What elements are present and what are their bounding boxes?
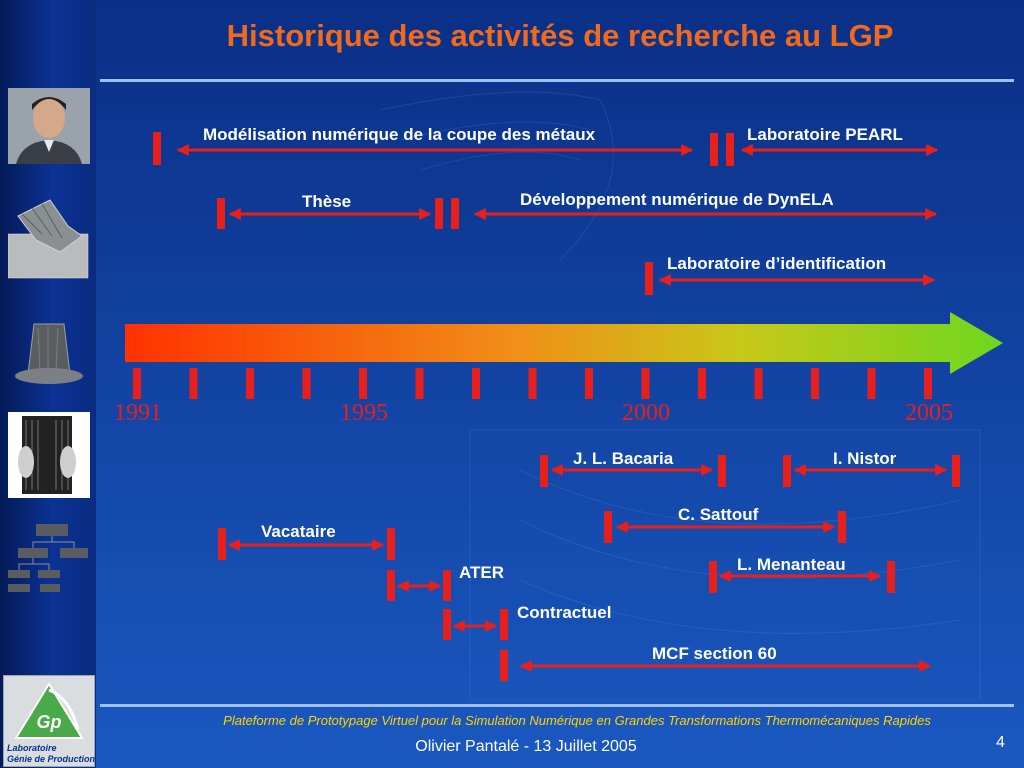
year-tick xyxy=(472,368,480,399)
marker-nistor-end xyxy=(952,455,960,487)
marker-dynela-start xyxy=(451,198,459,229)
position-label-menanteau: L. Menanteau xyxy=(737,555,846,574)
marker-mcf-start xyxy=(500,650,508,681)
marker-vacataire-start xyxy=(218,528,226,560)
marker-coupe-start xyxy=(153,132,161,165)
year-tick xyxy=(133,368,141,399)
marker-ater-end xyxy=(443,570,451,601)
year-label-1995: 1995 xyxy=(340,400,388,426)
marker-bacaria-end xyxy=(718,455,726,487)
year-label-2005: 2005 xyxy=(905,400,953,426)
year-label-2000: 2000 xyxy=(622,400,670,426)
marker-contractuel-start xyxy=(443,609,451,640)
marker-contractuel-end xyxy=(500,609,508,640)
activity-label-these: Thèse xyxy=(302,192,352,211)
year-tick xyxy=(303,368,311,399)
marker-these-start xyxy=(217,198,225,229)
position-label-sattouf: C. Sattouf xyxy=(678,505,759,524)
marker-menanteau-start xyxy=(709,561,717,593)
marker-identification-start xyxy=(645,262,653,295)
year-tick xyxy=(190,368,198,399)
logo-mark: Gp xyxy=(36,712,62,732)
year-tick xyxy=(642,368,650,399)
position-label-bacaria: J. L. Bacaria xyxy=(573,449,674,468)
position-label-mcf: MCF section 60 xyxy=(652,644,777,663)
year-tick xyxy=(529,368,537,399)
position-label-vacataire: Vacataire xyxy=(261,522,336,541)
marker-coupe-end xyxy=(710,133,718,166)
activity-label-pearl: Laboratoire PEARL xyxy=(747,125,903,144)
year-tick xyxy=(698,368,706,399)
background-mesh xyxy=(380,92,980,700)
year-tick xyxy=(755,368,763,399)
year-tick xyxy=(585,368,593,399)
marker-sattouf-end xyxy=(838,511,846,543)
marker-menanteau-end xyxy=(887,561,895,593)
position-label-nistor: I. Nistor xyxy=(833,449,897,468)
marker-pearl-start xyxy=(726,133,734,166)
page-number: 4 xyxy=(996,734,1005,751)
year-label-1991: 1991 xyxy=(114,400,162,426)
activity-label-dynela: Développement numérique de DynELA xyxy=(520,190,834,209)
activity-label-identification: Laboratoire d’identification xyxy=(667,254,887,273)
slide-title: Historique des activités de recherche au LGP xyxy=(226,18,894,53)
year-tick xyxy=(416,368,424,399)
position-label-ater: ATER xyxy=(459,563,505,582)
position-label-contractuel: Contractuel xyxy=(517,603,612,622)
marker-vacataire-end xyxy=(387,528,395,560)
year-tick xyxy=(359,368,367,399)
timeline-arrow xyxy=(125,312,1003,374)
logo-line-1: Laboratoire xyxy=(7,743,57,753)
bottom-divider xyxy=(100,704,1014,707)
marker-ater-start xyxy=(387,570,395,601)
year-ticks xyxy=(133,368,932,399)
logo-line-2: Génie de Production xyxy=(7,754,96,764)
year-tick xyxy=(924,368,932,399)
footer-subtitle: Plateforme de Prototypage Virtuel pour la Simulation Numérique en Grandes Transformations Thermomécaniques Rapides xyxy=(223,713,931,728)
year-tick xyxy=(868,368,876,399)
marker-these-end xyxy=(435,198,443,229)
marker-sattouf-start xyxy=(604,511,612,543)
activity-label-coupe: Modélisation numérique de la coupe des métaux xyxy=(203,125,596,144)
marker-bacaria-start xyxy=(540,455,548,487)
year-tick xyxy=(246,368,254,399)
footer-author: Olivier Pantalé - 13 Juillet 2005 xyxy=(415,738,637,755)
marker-nistor-start xyxy=(783,455,791,487)
year-tick xyxy=(811,368,819,399)
